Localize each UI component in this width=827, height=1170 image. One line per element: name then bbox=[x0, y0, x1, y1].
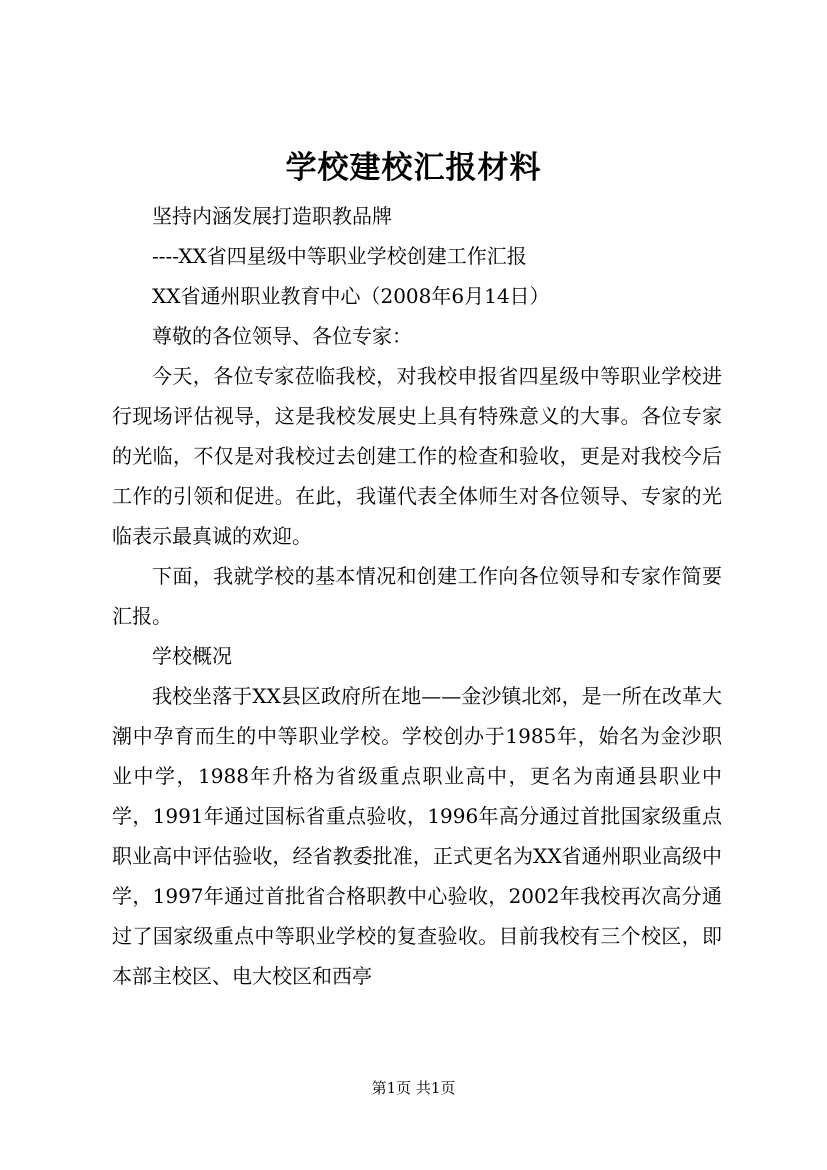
subtitle-paragraph: 坚持内涵发展打造职教品牌 bbox=[152, 204, 392, 228]
salutation-paragraph: 尊敬的各位领导、各位专家： bbox=[152, 324, 412, 348]
intro-paragraph: 下面，我就学校的基本情况和创建工作向各位领导和专家作简要汇报。 bbox=[112, 564, 722, 628]
page-number-footer: 第1页 共1页 bbox=[371, 1079, 456, 1097]
document-title: 学校建校汇报材料 bbox=[285, 150, 542, 186]
welcome-paragraph: 今天，各位专家莅临我校，对我校申报省四星级中等职业学校进行现场评估视导，这是我校发展史上具有特殊意义的大事。各位专家的光临，不仅是对我校过去创建工作的检查和验收，更是对我校今后工作的引领和促进。在此，我谨代表全体师生对各位领导、专家的光临表示最真诚的欢迎。 bbox=[112, 364, 722, 548]
report-heading-paragraph: ----XX省四星级中等职业学校创建工作汇报 bbox=[152, 244, 527, 268]
organization-date-paragraph: XX省通州职业教育中心（2008年6月14日） bbox=[152, 284, 550, 308]
section-heading: 学校概况 bbox=[152, 644, 232, 668]
document-body bbox=[112, 196, 722, 996]
overview-paragraph: 我校坐落于XX县区政府所在地——金沙镇北郊，是一所在改革大潮中孕育而生的中等职业学校。学校创办于1985年，始名为金沙职业中学，1988年升格为省级重点职业高中，更名为南通县职业中学，1991年通过国标省重点验收，1996年高分通过首批国家级重点职业高中评估验收，经省教委批准，正式更名为XX省通州职业高级中学，1997年通过首批省合格职教中心验收，2002年我校再次高分通过了国家级重点中等职业学校的复查验收。目前我校有三个校区，即本部主校区、电大校区和西亭 bbox=[112, 684, 722, 988]
